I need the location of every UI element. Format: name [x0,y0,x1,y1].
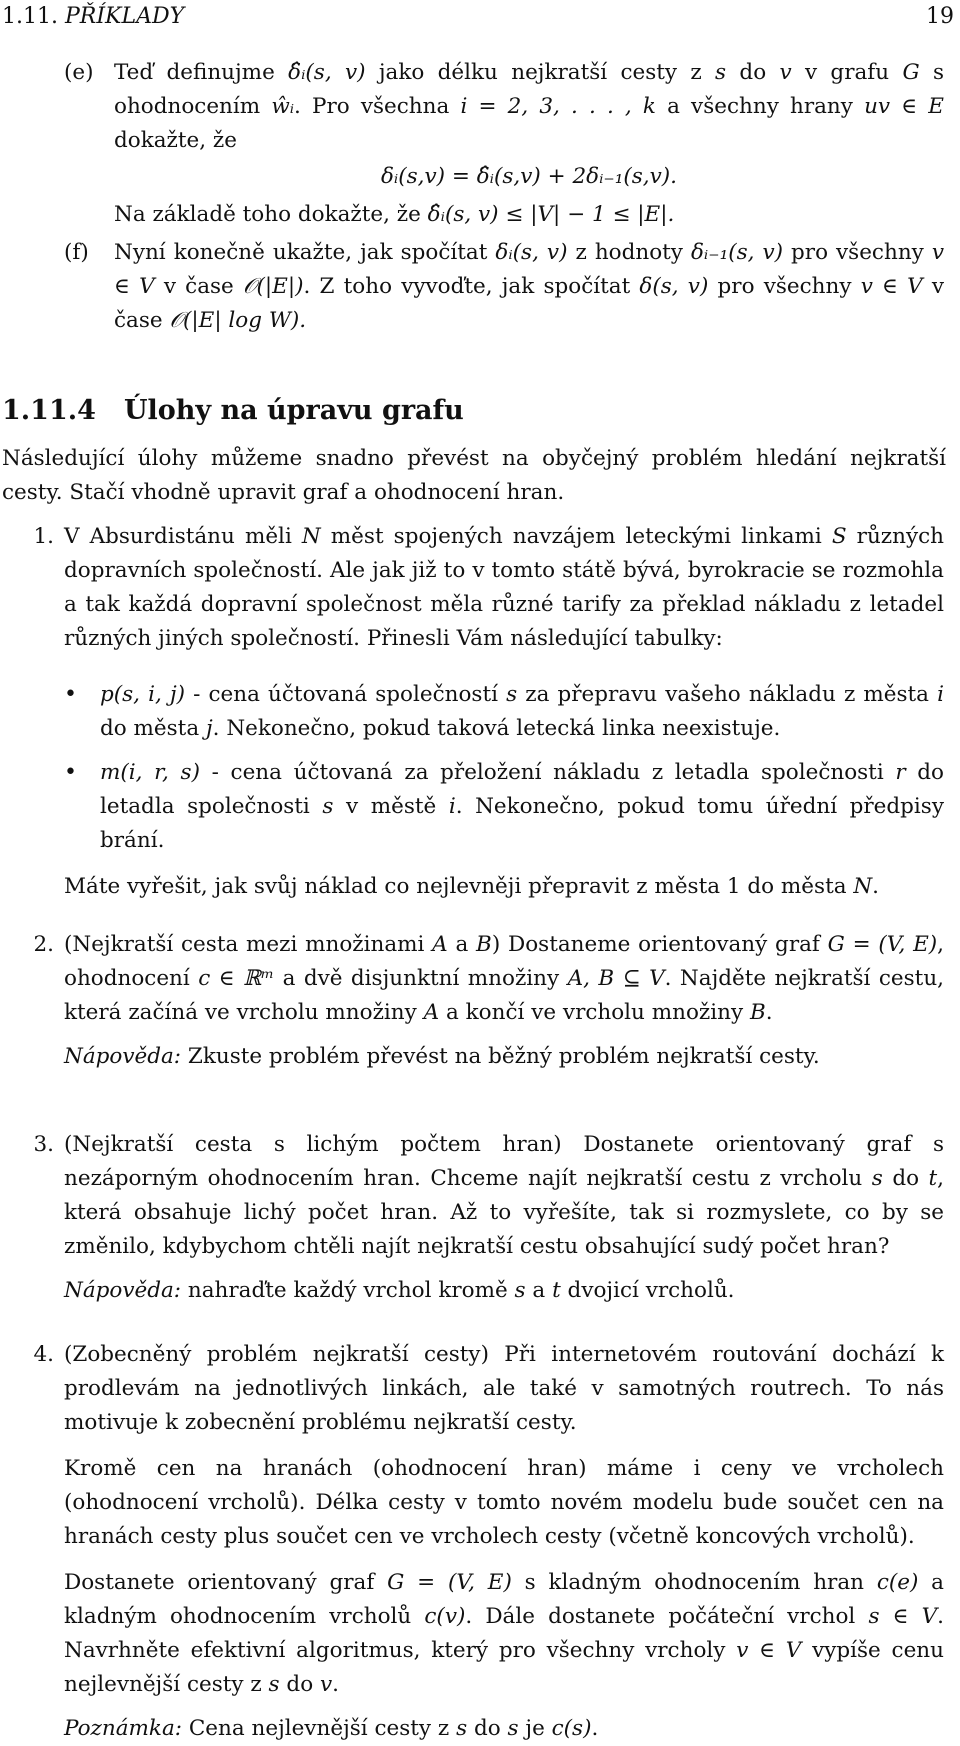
text: a kladným ohodnocením vrcholů [64,1570,944,1629]
math-ce: c(e) [876,1570,919,1595]
task3-text [64,1128,944,1264]
text: Na základě toho dokažte, že [114,202,428,227]
text: do [882,1166,929,1191]
text: a [447,932,477,957]
text: (Nejkratší cesta s lichým počtem hran) Dostanete orientovaný graf s nezáporným ohodnocením hran. Chceme najít nejkratší cestu z vrcholu [64,1132,944,1191]
item-f-label [64,236,98,270]
text: . Navrhněte efektivní algoritmus, který pro všechny vrcholy [64,1604,945,1663]
math-A: A [423,1000,440,1025]
text: dvojicí vrcholů. [560,1278,735,1303]
math-s-in-V: s ∈ V [868,1604,938,1629]
task4 [64,1338,944,1746]
item-e [114,56,944,232]
text: vypíše cenu nejlevnější cesty z [64,1638,944,1697]
item-e-text [114,56,944,158]
item-e-label-text: (e) [64,60,94,85]
text: Máte vyřešit, jak svůj náklad co nejlevněji přepravit z města 1 do města [64,874,854,899]
text: do letadla společnosti [100,760,944,819]
page-number: 19 [926,4,954,29]
math-A: A [432,932,448,957]
running-header [2,0,954,32]
text: do [726,60,780,85]
math-delta-hat: δ̂ᵢ(s, v) [288,60,366,85]
math-s: s [268,1672,280,1697]
task1-text [64,520,944,656]
text: do [467,1716,508,1741]
bullet2-text [100,756,944,858]
math-N: N [853,874,873,899]
text: V Absurdistánu měli [64,524,302,549]
text: Teď definujme [114,60,289,85]
bullet1-text [100,678,944,746]
task4-note [64,1712,944,1746]
text: měst spojených navzájem leteckými linkami [320,524,832,549]
math-w-hat: ŵᵢ [271,94,295,119]
math-s: s [507,1716,519,1741]
intro [2,442,946,510]
text: . Nekonečno, pokud tomu úřední předpisy brání. [100,794,944,853]
task2-text [64,928,944,1030]
text: v čase [114,274,945,333]
math-O-ElogW: 𝒪(|E| log W). [169,308,307,333]
text: . [332,1672,339,1697]
section-heading [2,394,464,428]
text: . [765,1000,773,1025]
math-N: N [301,524,321,549]
note-label: Poznámka: [64,1716,183,1741]
math-AB-V: A, B ⊆ V [567,966,665,991]
task2-hint [64,1040,944,1074]
text: - cena účtovaná za přeložení nákladu z letadla společnosti [199,760,896,785]
text: pro všechny [708,274,852,299]
text: různých dopravních společností. Ale jak již to v tomto státě bývá, byrokracie se rozmohla a tak každá dopravní společnost měla různé tarify za překlad nákladu z letadel různých jiných společností. Přinesli Vám následující tabulky: [64,524,945,651]
math-B: B [749,1000,766,1025]
item-e-bound [114,198,944,232]
task4-p2: Kromě cen na hranách (ohodnocení hran) máme i ceny ve vrcholech (ohodnocení vrcholů). Délka cesty v tomto novém modelu bude součet cen na hranách cesty plus součet cen ve vrcholech cesty (včetně koncových vrcholů). [64,1456,944,1549]
math-delta: δ(s, v) [639,274,709,299]
hint-text: Zkuste problém převést na běžný problém nejkratší cesty. [181,1044,820,1069]
text: . Dále dostanete počáteční vrchol [465,1604,869,1629]
item-f [114,236,944,338]
math-v: v [779,60,792,85]
intro-text: Následující úlohy můžeme snadno převést na obyčejný problém hledání nejkratší cesty. Stačí vhodně upravit graf a ohodnocení hran. [2,446,946,505]
task2 [64,928,944,1074]
text: pro všechny [783,240,924,265]
task1 [64,520,944,656]
text: a končí ve vrcholu množiny [439,1000,750,1025]
text: Nyní konečně ukažte, jak spočítat [114,240,496,265]
item-f-label-text: (f) [64,240,89,265]
text: Cena nejlevnější cesty z [182,1716,457,1741]
math-G: G [902,60,920,85]
math-S: S [831,524,847,549]
math-v-in-V: v ∈ V [860,274,923,299]
text: s kladným ohodnocením hran [511,1570,877,1595]
text: . [591,1716,599,1741]
math-G-VE: G = (V, E) [387,1570,512,1595]
text: - cena účtovaná společností [185,682,507,707]
section-title: Úlohy na úpravu grafu [123,395,464,426]
math-uv-in-E: uv ∈ E [864,94,944,119]
math-i-range: i = 2, 3, . . . , k [460,94,656,119]
text: a všechny hrany [655,94,865,119]
math-i: i [937,682,945,707]
task4-label: 4. [33,1342,54,1367]
math-p-sij: p(s, i, j) [100,682,186,707]
text: v grafu [791,60,903,85]
math-v-in-V: v ∈ V [736,1638,802,1663]
text: ohodnocením [114,94,272,119]
task3 [64,1128,944,1308]
math-v-in-V: v ∈ V [114,240,944,299]
equation: δᵢ(s,v) = δ̂ᵢ(s,v) + 2δᵢ₋₁(s,v). [380,164,678,189]
text: z hodnoty [567,240,691,265]
math-r: r [895,760,906,785]
text: (Nejkratší cesta mezi množinami [64,932,433,957]
math-s: s [322,794,334,819]
text: dokažte, že [114,128,237,153]
text: Dostanete orientovaný graf [64,1570,388,1595]
math-bound: δ̂ᵢ(s, v) ≤ |V| − 1 ≤ |E|. [427,202,675,227]
math-j: j [205,716,213,741]
text: a [525,1278,553,1303]
math-m-irs: m(i, r, s) [100,760,200,785]
task1-bullet2 [64,756,944,858]
math-B: B [476,932,492,957]
task1-closing [64,870,944,904]
text: v čase [154,274,243,299]
math-delta-i: δᵢ(s, v) [495,240,568,265]
task2-label: 2. [33,932,54,957]
hint-label: Nápověda: [64,1278,182,1303]
text: . Pro všechna [294,94,461,119]
item-e-label [64,56,98,90]
math-delta-im1: δᵢ₋₁(s, v) [690,240,784,265]
text: . [872,874,880,899]
math-G-VE: G = (V, E) [827,932,938,957]
header-section-number: 1.11. [2,4,58,29]
text: nahraďte každý vrchol kromě [181,1278,515,1303]
text: , ohodnocení [64,932,945,991]
text: v městě [333,794,449,819]
hint-label: Nápověda: [64,1044,182,1069]
header-section-title: PŘÍKLADY [64,4,185,29]
task1-bullet1 [64,678,944,746]
math-s: s [514,1278,526,1303]
text: do [279,1672,320,1697]
math-s: s [871,1166,883,1191]
text: jako délku nejkratší cesty z [365,60,716,85]
math-cs: c(s) [551,1716,592,1741]
math-s: s [456,1716,468,1741]
text: za přepravu vašeho nákladu z města [517,682,938,707]
text: . Nekonečno, pokud taková letecká linka neexistuje. [212,716,781,741]
math-O-E: 𝒪(|E|) [242,274,304,299]
text: . Najděte nejkratší cestu, která začíná ve vrcholu množiny [64,966,944,1025]
text: , která obsahuje lichý počet hran. Až to vyřešíte, tak si rozmyslete, co by se změnilo, kdybychom chtěli najít nejkratší cestu obsahující sudý počet hran? [64,1166,944,1259]
text: s [919,60,944,85]
closing-text [64,870,944,904]
section-number: 1.11.4 [2,395,96,426]
item-f-text [114,236,944,338]
text: je [518,1716,552,1741]
math-cv: c(v) [424,1604,466,1629]
bullet-icon: • [64,682,77,707]
math-v: v [319,1672,333,1697]
math-t: t [928,1166,938,1191]
text: ) Dostaneme orientovaný graf [491,932,828,957]
task4-p3 [64,1566,944,1702]
task4-p1: (Zobecněný problém nejkratší cesty) Při internetovém routování dochází k prodlevám na jednotlivých linkách, ale také v samotných routrech. To nás motivuje k zobecnění problému nejkratší cesty. [64,1342,944,1435]
math-c-Rm: c ∈ ℝᵐ [198,966,275,991]
math-s: s [506,682,518,707]
task3-hint [64,1274,944,1308]
text: a dvě disjunktní množiny [274,966,568,991]
math-s: s [715,60,727,85]
header-section [2,0,184,32]
bullet-icon: • [64,760,77,785]
text: . Z toho vyvoďte, jak spočítat [303,274,640,299]
task1-label: 1. [33,524,54,549]
text: do města [100,716,206,741]
math-t: t [552,1278,561,1303]
math-i: i [448,794,456,819]
task3-label: 3. [33,1132,54,1157]
